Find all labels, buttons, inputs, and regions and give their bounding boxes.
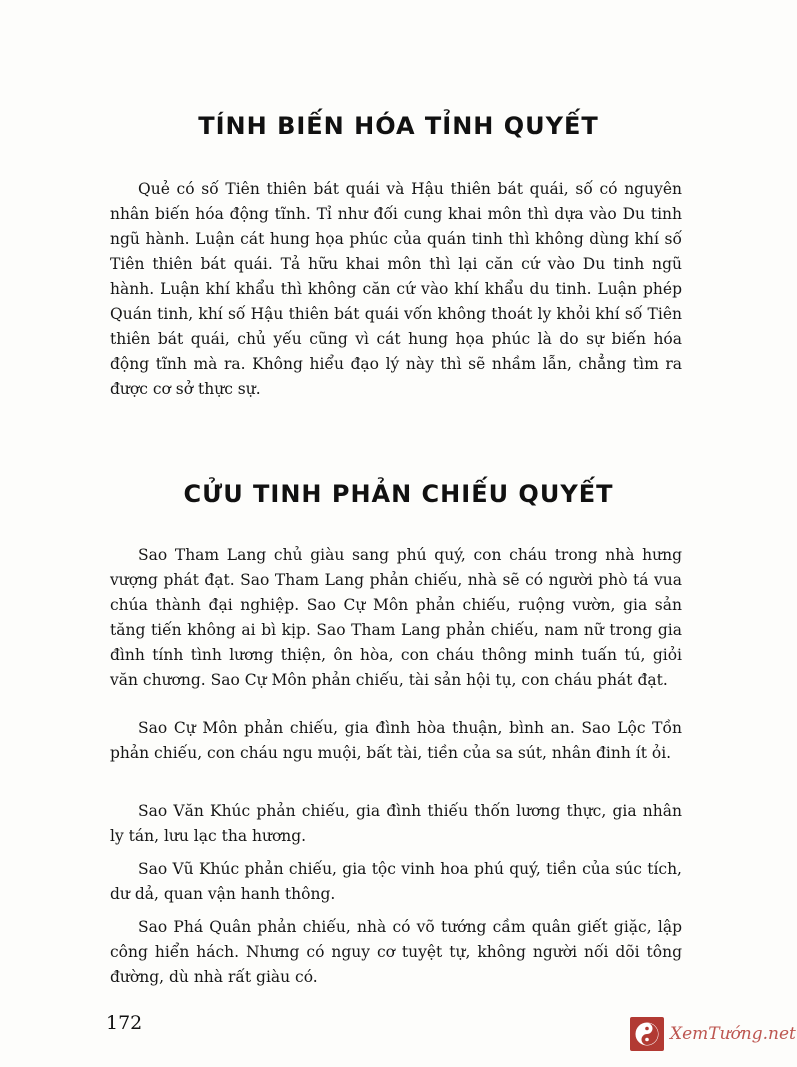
paragraph: Sao Vũ Khúc phản chiếu, gia tộc vinh hoa phú quý, tiền của súc tích, dư dả, quan vận hanh thông. [110,860,682,903]
paragraph: Quẻ có số Tiên thiên bát quái và Hậu thiên bát quái, số có nguyên nhân biến hóa động tĩnh. Tỉ như đối cung khai môn thì dựa vào Du tinh ngũ hành. Luận cát hung họa phúc của quán tinh thì không dùng khí số Tiên thiên bát quái. Tả hữu khai môn thì lại căn cứ vào Du tinh ngũ hành. Luận khí khẩu thì không căn cứ vào khí khẩu du tinh. Luận phép Quán tinh, khí số Hậu thiên bát quái vốn không thoát ly khỏi khí số Tiên thiên bát quái, chủ yếu cũng vì cát hung họa phúc là do sự biến hóa động tĩnh mà ra. Không hiểu đạo lý này thì sẽ nhầm lẫn, chẳng tìm ra được cơ sở thực sự. [110,180,682,398]
watermark [630,1014,796,1054]
watermark-text: XemTướng.net [670,1024,796,1044]
section-title-cuu-tinh: CỬU TINH PHẢN CHIẾU QUYẾT [183,480,614,508]
section-title-tinh-bien-hoa: TÍNH BIẾN HÓA TỈNH QUYẾT [198,112,599,140]
paragraph: Sao Tham Lang chủ giàu sang phú quý, con cháu trong nhà hưng vượng phát đạt. Sao Tham Lang phản chiếu, nhà sẽ có người phò tá vua chúa thành đại nghiệp. Sao Cự Môn phản chiếu, ruộng vườn, gia sản tăng tiến không ai bì kịp. Sao Tham Lang phản chiếu, nam nữ trong gia đình tính tình lương thiện, ôn hòa, con cháu thông minh tuấn tú, giỏi văn chương. Sao Cự Môn phản chiếu, tài sản hội tụ, con cháu phát đạt. [110,546,682,689]
yin-yang-icon [630,1017,664,1051]
paragraph: Sao Phá Quân phản chiếu, nhà có võ tướng cầm quân giết giặc, lập công hiển hách. Nhưng có nguy cơ tuyệt tự, không người nối dõi tông đường, dù nhà rất giàu có. [110,918,682,986]
paragraph: Sao Cự Môn phản chiếu, gia đình hòa thuận, bình an. Sao Lộc Tồn phản chiếu, con cháu ngu muội, bất tài, tiền của sa sút, nhân đinh ít ỏi. [110,719,682,762]
page-number: 172 [106,1012,143,1034]
paragraph: Sao Văn Khúc phản chiếu, gia đình thiếu thốn lương thực, gia nhân ly tán, lưu lạc tha hương. [110,802,682,845]
